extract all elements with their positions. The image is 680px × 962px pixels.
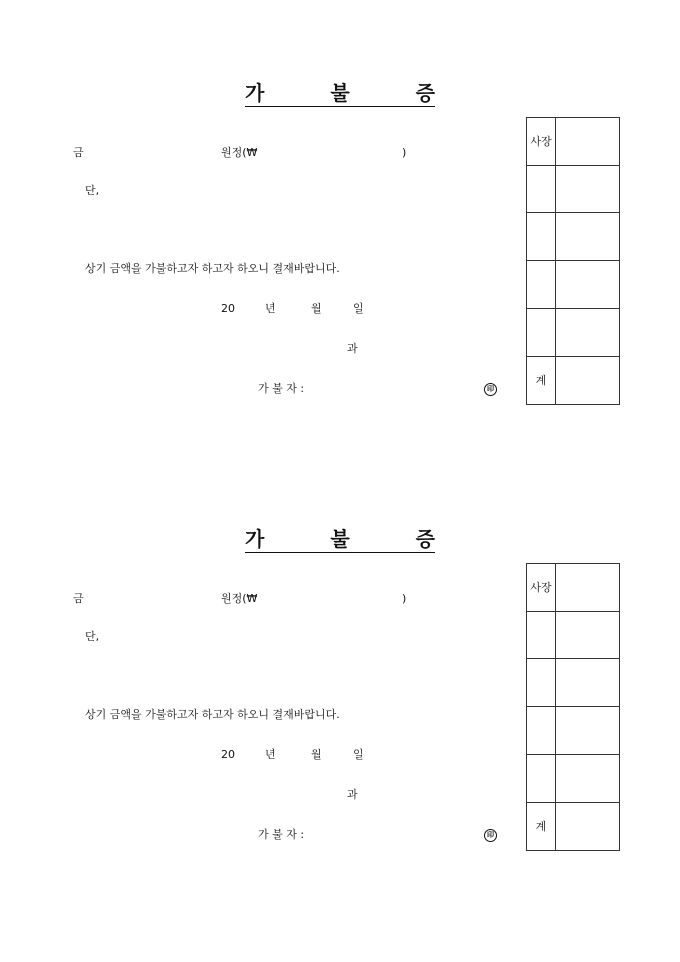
condition-label: 단, (85, 184, 100, 197)
voucher-form-2 (0, 526, 680, 841)
approval-sign-cell[interactable] (556, 261, 619, 308)
approval-row (527, 612, 619, 659)
amount-label: 금 (73, 146, 84, 159)
approval-sign-cell[interactable] (556, 707, 619, 754)
approval-sign-cell[interactable] (556, 309, 619, 356)
amount-unit: 원정(₩ (221, 592, 258, 605)
approval-row (527, 803, 619, 850)
approval-row (527, 213, 619, 261)
seal-icon: 印 (484, 829, 497, 842)
approval-label-cell (527, 755, 556, 802)
title-char: 불 (330, 81, 350, 105)
approval-label-cell (527, 213, 556, 260)
approval-label-cell (527, 261, 556, 308)
title-char: 증 (415, 81, 435, 105)
approval-row (527, 166, 619, 213)
approval-president-label: 사장 (527, 118, 556, 165)
request-text: 상기 금액을 가불하고자 하고자 하오니 결재바랍니다. (85, 262, 340, 275)
date-year-label: 년 (265, 302, 276, 315)
amount-close-paren: ) (402, 592, 407, 605)
approval-sign-cell[interactable] (556, 357, 619, 404)
title-char: 증 (415, 527, 435, 551)
department-label: 과 (347, 788, 358, 801)
approval-row (527, 659, 619, 707)
amount-unit: 원정(₩ (221, 146, 258, 159)
approval-row (527, 309, 619, 357)
approval-sign-cell[interactable] (556, 803, 619, 850)
approval-sign-cell[interactable] (556, 166, 619, 212)
approval-sign-cell[interactable] (556, 118, 619, 165)
approval-row (527, 707, 619, 755)
approval-label-cell (527, 309, 556, 356)
title-char: 가 (245, 81, 265, 105)
approval-row (527, 357, 619, 404)
approval-total-label: 계 (527, 803, 556, 850)
approval-sign-cell[interactable] (556, 755, 619, 802)
date-month-label: 월 (311, 302, 322, 315)
borrower-label: 가 불 자 : (258, 828, 305, 841)
approval-sign-cell[interactable] (556, 659, 619, 706)
approval-president-label: 사장 (527, 564, 556, 611)
approval-label-cell (527, 659, 556, 706)
date-year-label: 년 (265, 748, 276, 761)
voucher-form-1 (0, 80, 680, 395)
date-day-label: 일 (353, 748, 364, 761)
title-char: 가 (245, 527, 265, 551)
approval-row (527, 755, 619, 803)
approval-label-cell (527, 612, 556, 658)
form-title (245, 80, 435, 107)
date-month-label: 월 (311, 748, 322, 761)
approval-sign-cell[interactable] (556, 612, 619, 658)
approval-sign-cell[interactable] (556, 564, 619, 611)
title-char: 불 (330, 527, 350, 551)
borrower-label: 가 불 자 : (258, 382, 305, 395)
approval-row (527, 261, 619, 309)
date-day-label: 일 (353, 302, 364, 315)
approval-row (527, 564, 619, 612)
approval-label-cell (527, 166, 556, 212)
amount-close-paren: ) (402, 146, 407, 159)
approval-sign-cell[interactable] (556, 213, 619, 260)
date-year-prefix: 20 (221, 748, 235, 761)
form-title (245, 526, 435, 553)
date-year-prefix: 20 (221, 302, 235, 315)
approval-label-cell (527, 707, 556, 754)
approval-table (526, 117, 620, 405)
approval-total-label: 계 (527, 357, 556, 404)
seal-icon: 印 (484, 383, 497, 396)
department-label: 과 (347, 342, 358, 355)
request-text: 상기 금액을 가불하고자 하고자 하오니 결재바랍니다. (85, 708, 340, 721)
condition-label: 단, (85, 630, 100, 643)
approval-table (526, 563, 620, 851)
approval-row (527, 118, 619, 166)
amount-label: 금 (73, 592, 84, 605)
